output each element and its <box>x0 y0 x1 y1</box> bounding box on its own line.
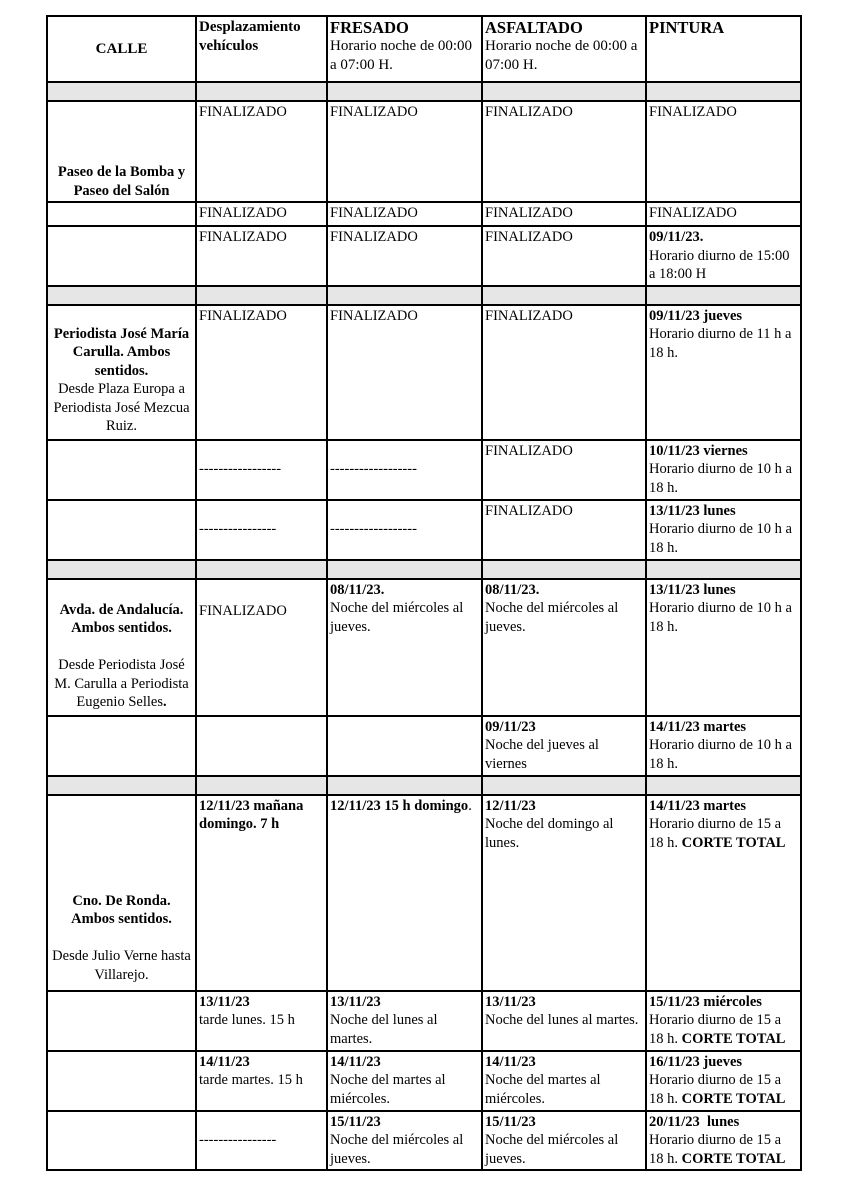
date-label: 14/11/23 <box>199 1053 250 1070</box>
schedule-text: Noche del jueves al viernes <box>485 737 599 772</box>
schedule-text: tarde lunes. 15 h <box>199 1012 295 1028</box>
schedule-text: Horario diurno de 10 h a 18 h. <box>649 461 792 496</box>
cell-asfaltado <box>482 1111 646 1171</box>
date-label: 14/11/23 martes <box>649 718 747 735</box>
cell-desplazamiento <box>196 1051 327 1111</box>
cell-pintura: FINALIZADO <box>646 101 801 202</box>
schedule-text: Noche del martes al miércoles. <box>485 1072 601 1107</box>
date-label: 12/11/23 <box>485 797 536 814</box>
date-label: 15/11/23 <box>485 1113 536 1130</box>
schedule-text: Noche del miércoles al jueves. <box>330 1132 464 1167</box>
schedule-text: Horario diurno de 15 a 18 h. <box>649 816 782 851</box>
cell-desplazamiento: ---------------- <box>196 500 327 560</box>
schedule-text: tarde martes. 15 h <box>199 1072 303 1088</box>
cell-calle <box>47 991 196 1051</box>
street-range: Desde Periodista José M. Carulla a Periodista Eugenio Selles. <box>54 657 189 710</box>
header-pintura: PINTURA <box>646 16 801 82</box>
cell-desplazamiento: ---------------- <box>196 1111 327 1171</box>
cell-fresado: ------------------ <box>327 500 482 560</box>
date-label: 08/11/23. <box>485 581 540 598</box>
schedule-text: Noche del miércoles al jueves. <box>485 1132 619 1167</box>
cell-calle <box>47 202 196 226</box>
table-row <box>47 579 801 716</box>
street-cell <box>47 305 196 440</box>
street-name: Avda. de Andalucía. Ambos sentidos. <box>59 601 184 636</box>
separator-row <box>47 776 801 795</box>
cell-desplazamiento: FINALIZADO <box>196 579 327 716</box>
cell-fresado <box>327 579 482 716</box>
cell-fresado: FINALIZADO <box>327 101 482 202</box>
schedule-text: Horario diurno de 11 h a 18 h. <box>649 326 792 361</box>
schedule-text: Noche del miércoles al jueves. <box>485 600 619 635</box>
table-row <box>47 500 801 560</box>
table-row <box>47 202 801 226</box>
cell-calle <box>47 1111 196 1171</box>
schedule-text: Noche del miércoles al jueves. <box>330 600 464 635</box>
cell-pintura <box>646 226 801 286</box>
date-label: 13/11/23 <box>485 993 536 1010</box>
street-cell <box>47 579 196 716</box>
date-label: 13/11/23 lunes <box>649 502 736 519</box>
table-row <box>47 716 801 776</box>
header-fresado: FRESADO Horario noche de 00:00 a 07:00 H. <box>327 16 482 82</box>
cell-asfaltado: FINALIZADO <box>482 305 646 440</box>
table-row <box>47 305 801 440</box>
date-label: 14/11/23 <box>330 1053 381 1070</box>
schedule-text: Horario diurno de 10 h a 18 h. <box>649 737 792 772</box>
corte-total-label: CORTE TOTAL <box>681 1030 786 1047</box>
cell-asfaltado <box>482 716 646 776</box>
cell-calle <box>47 440 196 500</box>
date-label: 16/11/23 jueves <box>649 1053 743 1070</box>
cell-asfaltado: FINALIZADO <box>482 101 646 202</box>
date-label: 20/11/23 lunes <box>649 1113 740 1130</box>
cell-pintura <box>646 579 801 716</box>
cell-asfaltado: FINALIZADO <box>482 202 646 226</box>
cell-fresado: 12/11/23 15 h domingo. <box>327 795 482 991</box>
schedule-text: Horario diurno de 15 a 18 h. <box>649 1012 782 1047</box>
corte-total-label: CORTE TOTAL <box>681 1150 786 1167</box>
date-label: 10/11/23 viernes <box>649 442 748 459</box>
cell-asfaltado <box>482 991 646 1051</box>
cell-pintura <box>646 991 801 1051</box>
cell-pintura <box>646 1111 801 1171</box>
cell-desplazamiento: ----------------- <box>196 440 327 500</box>
separator-row <box>47 560 801 579</box>
cell-calle <box>47 1051 196 1111</box>
date-label: 08/11/23. <box>330 581 385 598</box>
date-label: 13/11/23 <box>330 993 381 1010</box>
cell-desplazamiento: FINALIZADO <box>196 305 327 440</box>
cell-desplazamiento: FINALIZADO <box>196 226 327 286</box>
schedule-text: Horario diurno de 10 h a 18 h. <box>649 521 792 556</box>
header-calle: CALLE <box>47 16 196 82</box>
schedule-text: Noche del lunes al martes. <box>485 1012 639 1028</box>
street-name: Periodista José María Carulla. Ambos sentidos. <box>53 325 190 379</box>
cell-fresado <box>327 716 482 776</box>
corte-total-label: CORTE TOTAL <box>681 834 786 851</box>
date-label: 14/11/23 <box>485 1053 536 1070</box>
cell-pintura: FINALIZADO <box>646 202 801 226</box>
street-range: Desde Julio Verne hasta Villarejo. <box>52 948 191 983</box>
cell-asfaltado: FINALIZADO <box>482 500 646 560</box>
date-label: 13/11/23 <box>199 993 250 1010</box>
date-label: 09/11/23. <box>649 229 704 245</box>
separator-row <box>47 82 801 101</box>
cell-fresado: FINALIZADO <box>327 305 482 440</box>
separator-row <box>47 286 801 305</box>
schedule-text: Horario diurno de 15 a 18 h. <box>649 1132 782 1167</box>
table-row <box>47 101 801 202</box>
header-row <box>47 16 801 82</box>
cell-fresado: FINALIZADO <box>327 202 482 226</box>
street-name: Cno. De Ronda. Ambos sentidos. <box>71 892 172 927</box>
table-row <box>47 1111 801 1171</box>
table-row <box>47 795 801 991</box>
cell-fresado <box>327 991 482 1051</box>
table-row <box>47 440 801 500</box>
cell-pintura <box>646 500 801 560</box>
table-row <box>47 991 801 1051</box>
cell-fresado: ------------------ <box>327 440 482 500</box>
header-asfaltado: ASFALTADO Horario noche de 00:00 a 07:00 H. <box>482 16 646 82</box>
cell-asfaltado: FINALIZADO <box>482 440 646 500</box>
cell-desplazamiento <box>196 716 327 776</box>
cell-asfaltado <box>482 1051 646 1111</box>
street-name: Paseo de la Bomba y Paseo del Salón <box>47 101 196 202</box>
cell-pintura <box>646 1051 801 1111</box>
corte-total-label: CORTE TOTAL <box>681 1090 786 1107</box>
schedule-text: Horario diurno de 10 h a 18 h. <box>649 600 792 635</box>
cell-fresado <box>327 1051 482 1111</box>
date-label: 09/11/23 <box>485 718 536 735</box>
table-row <box>47 226 801 286</box>
cell-pintura <box>646 305 801 440</box>
cell-asfaltado <box>482 579 646 716</box>
schedule-text: Noche del domingo al lunes. <box>485 816 614 851</box>
header-desplazamiento: Desplazamiento vehículos <box>196 16 327 82</box>
cell-desplazamiento: 12/11/23 mañana domingo. 7 h <box>196 795 327 991</box>
table-row <box>47 1051 801 1111</box>
date-label: 13/11/23 lunes <box>649 581 736 598</box>
schedule-text: Noche del lunes al martes. <box>330 1012 438 1047</box>
date-label: 15/11/23 <box>330 1113 381 1130</box>
works-schedule-table <box>46 15 802 1171</box>
cell-asfaltado <box>482 795 646 991</box>
cell-pintura <box>646 795 801 991</box>
cell-pintura <box>646 440 801 500</box>
cell-desplazamiento: FINALIZADO <box>196 101 327 202</box>
cell-fresado <box>327 1111 482 1171</box>
schedule-text: Noche del martes al miércoles. <box>330 1072 446 1107</box>
schedule-text: Horario diurno de 15:00 a 18:00 H <box>649 247 790 282</box>
cell-asfaltado: FINALIZADO <box>482 226 646 286</box>
cell-fresado: FINALIZADO <box>327 226 482 286</box>
street-cell <box>47 795 196 991</box>
cell-desplazamiento: FINALIZADO <box>196 202 327 226</box>
cell-desplazamiento <box>196 991 327 1051</box>
date-label: 09/11/23 jueves <box>649 307 743 324</box>
schedule-text: Horario diurno de 15 a 18 h. <box>649 1072 782 1107</box>
cell-calle <box>47 226 196 286</box>
street-range: Desde Plaza Europa a Periodista José Mezcua Ruiz. <box>53 381 190 434</box>
date-label: 15/11/23 miércoles <box>649 993 762 1010</box>
cell-pintura <box>646 716 801 776</box>
date-label: 14/11/23 martes <box>649 797 747 814</box>
cell-calle <box>47 716 196 776</box>
cell-calle <box>47 500 196 560</box>
